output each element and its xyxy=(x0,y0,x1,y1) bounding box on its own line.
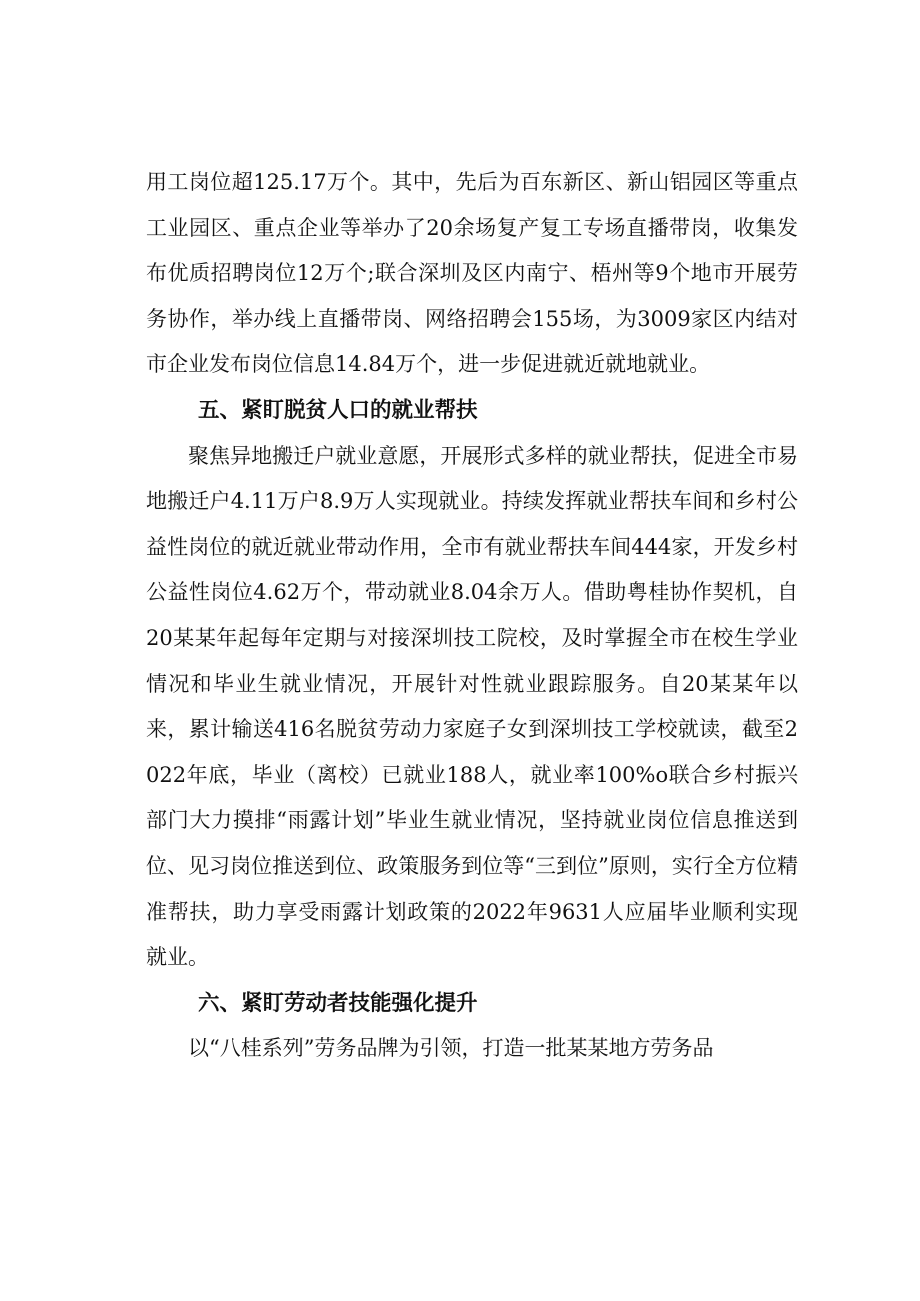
paragraph-employment-positions: 用工岗位超125.17万个。其中，先后为百东新区、新山铝园区等重点工业园区、重点企业等举办了20余场复产复工专场直播带岗，收集发布优质招聘岗位12万个;联合深圳及区内南宁、梧州等9个地市开展劳务协作，举办线上直播带岗、网络招聘会155场，为3009家区内结对市企业发布岗位信息14.84万个，进一步促进就近就地就业。 xyxy=(146,170,798,377)
section-heading-skills-improvement: 六、紧盯劳动者技能强化提升 xyxy=(198,990,478,1016)
document-body xyxy=(146,160,798,1072)
paragraph-labor-brand: 以“八桂系列”劳务品牌为引领，打造一批某某地方劳务品 xyxy=(188,1036,714,1061)
section-heading-poverty-employment: 五、紧盯脱贫人口的就业帮扶 xyxy=(198,397,478,423)
paragraph-poverty-employment-support: 聚焦异地搬迁户就业意愿，开展形式多样的就业帮扶，促进全市易地搬迁户4.11万户8.9万人实现就业。持续发挥就业帮扶车间和乡村公益性岗位的就近就业带动作用，全市有就业帮扶车间444家，开发乡村公益性岗位4.62万个，带动就业8.04余万人。借助粤桂协作契机，自20某某年起每年定期与对接深圳技工院校，及时掌握全市在校生学业情况和毕业生就业情况，开展针对性就业跟踪服务。自20某某年以来，累计输送416名脱贫劳动力家庭子女到深圳技工学校就读，截至2022年底，毕业（离校）已就业188人，就业率100%o联合乡村振兴部门大力摸排“雨露计划”毕业生就业情况，坚持就业岗位信息推送到位、见习岗位推送到位、政策服务到位等“三到位”原则，实行全方位精准帮扶，助力享受雨露计划政策的2022年9631人应届毕业顺利实现就业。 xyxy=(146,443,798,970)
